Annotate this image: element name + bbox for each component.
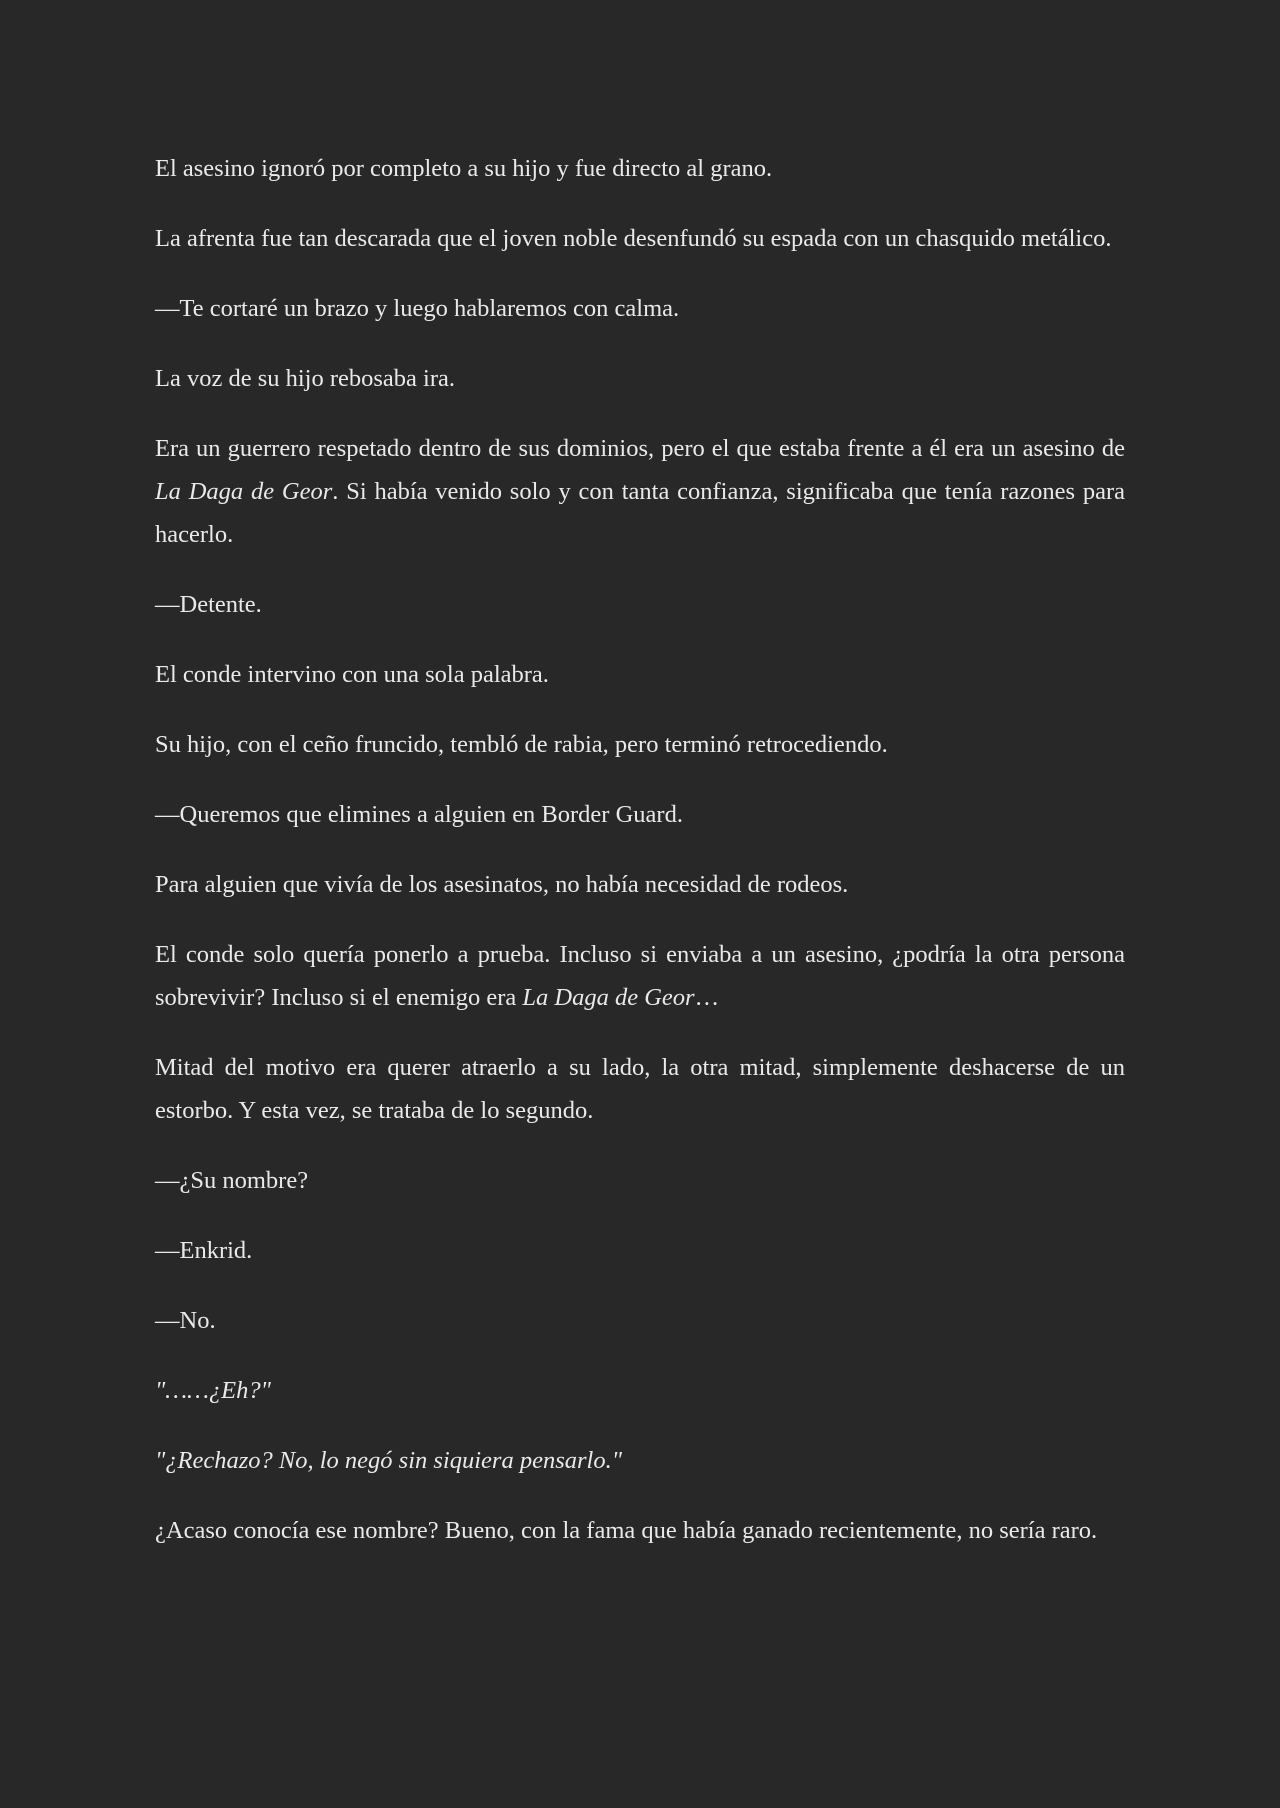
paragraph-12 <box>155 1046 1125 1132</box>
paragraph-11 <box>155 933 1125 1019</box>
paragraph-text: El conde intervino con una sola palabra. <box>155 661 549 688</box>
paragraph-8 <box>155 723 1125 766</box>
chapter-text <box>155 147 1125 1579</box>
paragraph-text: El asesino ignoró por completo a su hijo y fue directo al grano. <box>155 155 773 182</box>
italic-title: La Daga de Geor <box>155 478 333 505</box>
paragraph-14 <box>155 1229 1125 1272</box>
italic-title: La Daga de Geor <box>522 984 695 1011</box>
dialogue-line: —Detente. <box>155 591 262 618</box>
paragraph-text: ¿Acaso conocía ese nombre? Bueno, con la fama que había ganado recientemente, no sería raro. <box>155 1517 1098 1544</box>
paragraph-6 <box>155 583 1125 626</box>
paragraph-9 <box>155 793 1125 836</box>
paragraph-2 <box>155 217 1125 260</box>
paragraph-1 <box>155 147 1125 190</box>
thought-line: "¿Rechazo? No, lo negó sin siquiera pensarlo." <box>155 1447 622 1474</box>
paragraph-16 <box>155 1369 1125 1412</box>
paragraph-18 <box>155 1509 1125 1552</box>
paragraph-text: Para alguien que vivía de los asesinatos, no había necesidad de rodeos. <box>155 871 849 898</box>
paragraph-text: La afrenta fue tan descarada que el joven noble desenfundó su espada con un chasquido metálico. <box>155 225 1112 252</box>
dialogue-line: —Queremos que elimines a alguien en Border Guard. <box>155 801 683 828</box>
paragraph-10 <box>155 863 1125 906</box>
dialogue-line: —¿Su nombre? <box>155 1167 309 1194</box>
thought-line: "……¿Eh?" <box>155 1377 271 1404</box>
paragraph-3 <box>155 287 1125 330</box>
dialogue-line: —Te cortaré un brazo y luego hablaremos con calma. <box>155 295 680 322</box>
dialogue-line: —Enkrid. <box>155 1237 253 1264</box>
paragraph-4 <box>155 357 1125 400</box>
paragraph-text: . Si había venido solo y con tanta confianza, significaba que tenía razones para hacerlo. <box>155 478 1126 548</box>
paragraph-17 <box>155 1439 1125 1482</box>
paragraph-5 <box>155 427 1125 556</box>
dialogue-line: —No. <box>155 1307 216 1334</box>
paragraph-text: La voz de su hijo rebosaba ira. <box>155 365 456 392</box>
paragraph-text: Mitad del motivo era querer atraerlo a su lado, la otra mitad, simplemente deshacerse de un estorbo. Y esta vez, se trataba de lo segundo. <box>155 1054 1125 1124</box>
paragraph-text: Su hijo, con el ceño fruncido, tembló de rabia, pero terminó retrocediendo. <box>155 731 888 758</box>
paragraph-text: … <box>694 984 720 1011</box>
paragraph-text: El conde solo quería ponerlo a prueba. Incluso si enviaba a un asesino, ¿podría la otra persona sobrevivir? Incluso si el enemigo era <box>155 941 1125 1011</box>
paragraph-7 <box>155 653 1125 696</box>
paragraph-13 <box>155 1159 1125 1202</box>
paragraph-text: Era un guerrero respetado dentro de sus dominios, pero el que estaba frente a él era un asesino de <box>155 435 1125 462</box>
paragraph-15 <box>155 1299 1125 1342</box>
